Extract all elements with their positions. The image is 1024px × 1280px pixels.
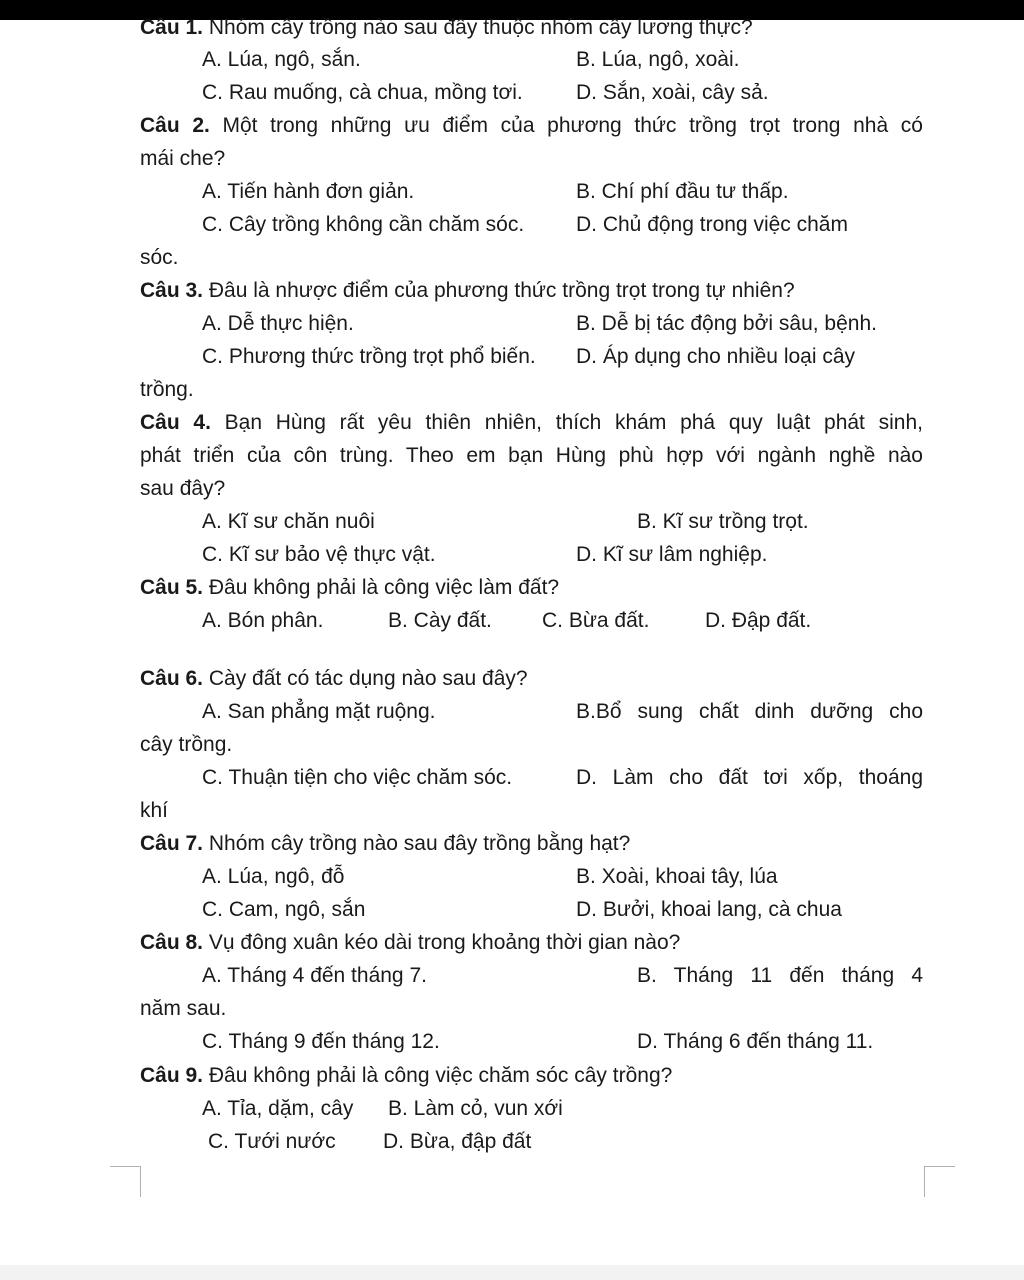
option-d: D. Bưởi, khoai lang, cà chua <box>576 898 842 921</box>
option-a: A. Tỉa, dặm, cây <box>202 1097 354 1120</box>
question-number: Câu 3. <box>140 279 204 302</box>
question-number: Câu 4. <box>140 411 211 434</box>
option-d: D. Tháng 6 đến tháng 11. <box>637 1030 874 1053</box>
option-a: A. Tiến hành đơn giản. <box>202 180 415 203</box>
option-c: C. Rau muống, cà chua, mồng tơi. <box>202 81 523 104</box>
option-b: B. Cày đất. <box>388 609 492 632</box>
option-b: B. Lúa, ngô, xoài. <box>576 48 740 71</box>
option-b: B. Chí phí đầu tư thấp. <box>576 180 789 203</box>
question-9 <box>140 1063 672 1089</box>
option-c: C. Cam, ngô, sắn <box>202 898 366 921</box>
option-c: C. Kĩ sư bảo vệ thực vật. <box>202 543 436 566</box>
option-a: A. Lúa, ngô, đỗ <box>202 865 345 888</box>
question-3 <box>140 278 795 304</box>
option-d: D. Sắn, xoài, cây sả. <box>576 81 769 104</box>
question-number: Câu 5. <box>140 576 204 599</box>
option-d: D. Làm cho đất tơi xốp, thoáng <box>576 766 923 789</box>
option-continuation: cây trồng. <box>140 733 233 756</box>
question-text: Đâu không phải là công việc làm đất? <box>208 576 560 599</box>
option-d: D. Kĩ sư lâm nghiệp. <box>576 543 768 566</box>
question-6 <box>140 666 528 692</box>
question-text: Cày đất có tác dụng nào sau đây? <box>208 667 528 690</box>
option-b: B. Kĩ sư trồng trọt. <box>637 510 809 533</box>
option-a: A. Kĩ sư chăn nuôi <box>202 510 375 533</box>
question-text-continuation: mái che? <box>140 147 226 170</box>
option-b: B.Bổ sung chất dinh dưỡng cho <box>576 700 923 723</box>
question-number: Câu 6. <box>140 667 204 690</box>
option-b: B. Làm cỏ, vun xới <box>388 1097 563 1120</box>
option-c: C. Thuận tiện cho việc chăm sóc. <box>202 766 513 789</box>
question-text-continuation: sau đây? <box>140 477 226 500</box>
question-text: Nhóm cây trồng nào sau đây trồng bằng hạt? <box>208 832 631 855</box>
question-number: Câu 9. <box>140 1064 204 1087</box>
question-number: Câu 1. <box>140 16 204 39</box>
option-b: B. Tháng 11 đến tháng 4 <box>637 964 923 987</box>
question-text: Đâu là nhược điểm của phương thức trồng trọt trong tự nhiên? <box>208 279 795 302</box>
option-b: B. Xoài, khoai tây, lúa <box>576 865 778 888</box>
question-number: Câu 8. <box>140 931 204 954</box>
question-text: Đâu không phải là công việc chăm sóc cây trồng? <box>208 1064 673 1087</box>
option-c: C. Bừa đất. <box>542 609 650 632</box>
option-d: D. Chủ động trong việc chăm <box>576 213 848 236</box>
option-c: C. Phương thức trồng trọt phổ biến. <box>202 345 536 368</box>
option-a: A. Dễ thực hiện. <box>202 312 354 335</box>
option-c: C. Tháng 9 đến tháng 12. <box>202 1030 440 1053</box>
question-number: Câu 7. <box>140 832 204 855</box>
question-text: Bạn Hùng rất yêu thiên nhiên, thích khám phá quy luật phát sinh, <box>224 411 923 434</box>
bottom-bar <box>0 1265 1024 1280</box>
option-continuation: năm sau. <box>140 997 227 1020</box>
question-text: Nhóm cây trồng nào sau đây thuộc nhóm cây lương thực? <box>208 16 753 39</box>
question-text-continuation: phát triển của côn trùng. Theo em bạn Hùng phù hợp với ngành nghề nào <box>140 444 923 467</box>
option-c: C. Tưới nước <box>208 1130 336 1153</box>
option-continuation: khí <box>140 799 169 822</box>
option-d: D. Bừa, đập đất <box>383 1130 532 1153</box>
option-d: D. Đập đất. <box>705 609 812 632</box>
option-a: A. Tháng 4 đến tháng 7. <box>202 964 427 987</box>
page-margin-corner-left <box>110 1166 141 1197</box>
question-5 <box>140 575 559 601</box>
option-a: A. Bón phân. <box>202 609 324 632</box>
option-d: D. Áp dụng cho nhiều loại cây <box>576 345 856 368</box>
option-a: A. San phẳng mặt ruộng. <box>202 700 436 723</box>
option-c: C. Cây trồng không cần chăm sóc. <box>202 213 525 236</box>
question-1 <box>140 15 753 41</box>
question-7 <box>140 831 630 857</box>
page-margin-corner-right <box>924 1166 955 1197</box>
option-a: A. Lúa, ngô, sắn. <box>202 48 361 71</box>
question-text: Vụ đông xuân kéo dài trong khoảng thời gian nào? <box>203 931 681 954</box>
question-4 <box>140 410 923 436</box>
option-continuation: trồng. <box>140 378 194 401</box>
question-2 <box>140 113 923 139</box>
question-8 <box>140 930 680 956</box>
option-continuation: sóc. <box>140 246 179 269</box>
option-b: B. Dễ bị tác động bởi sâu, bệnh. <box>576 312 877 335</box>
question-text: Một trong những ưu điểm của phương thức trồng trọt trong nhà có <box>222 114 923 137</box>
question-number: Câu 2. <box>140 114 210 137</box>
